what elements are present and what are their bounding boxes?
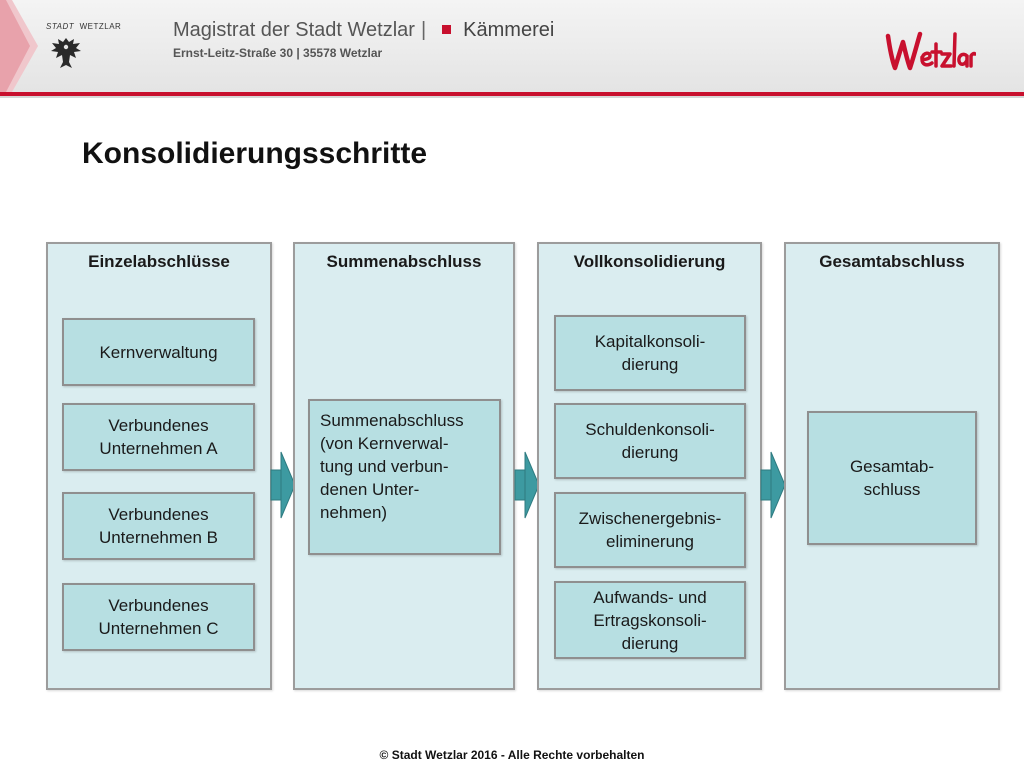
wetzlar-logo <box>884 26 976 76</box>
column-summenabschluss <box>293 242 515 690</box>
header-address: Ernst-Leitz-Straße 30 | 35578 Wetzlar <box>173 46 383 60</box>
step-box: Verbundenes Unternehmen B <box>62 492 255 560</box>
right-arrow-icon <box>760 450 786 520</box>
page-title: Konsolidierungsschritte <box>82 137 428 170</box>
title-separator: | <box>420 19 427 41</box>
column-vollkonsolidierung <box>537 242 762 690</box>
header <box>0 0 1024 95</box>
header-background <box>0 0 1024 92</box>
copyright-footer: © Stadt Wetzlar 2016 - Alle Rechte vorbehalten <box>379 748 645 762</box>
step-box: Kapitalkonsoli- dierung <box>554 315 746 391</box>
step-box: Verbundenes Unternehmen A <box>62 403 255 471</box>
organization-name: Magistrat der Stadt Wetzlar <box>173 19 415 41</box>
step-box: Kernverwaltung <box>62 318 255 386</box>
column-heading: Gesamtabschluss <box>819 252 965 271</box>
column-gesamtabschluss <box>784 242 1000 690</box>
crest-label: STADT WETZLAR <box>46 22 122 31</box>
column-heading: Summenabschluss <box>326 252 482 271</box>
step-box: Schuldenkonsoli- dierung <box>554 403 746 479</box>
column-einzelabschluesse <box>46 242 272 690</box>
header-grey-rule <box>0 96 1024 98</box>
eagle-crest-icon <box>50 36 82 70</box>
column-heading: Einzelabschlüsse <box>88 252 230 271</box>
step-box: Gesamtab- schluss <box>807 411 977 545</box>
step-box: Aufwands- und Ertragskonsoli- dierung <box>554 581 746 659</box>
city-crest <box>46 14 146 74</box>
department-name: Kämmerei <box>463 19 555 41</box>
column-heading: Vollkonsolidierung <box>573 252 726 271</box>
step-box: Zwischenergebnis- eliminerung <box>554 492 746 568</box>
step-box: Summenabschluss (von Kernverwal- tung und verbun- denen Unter- nehmen) <box>308 399 501 555</box>
header-title <box>173 19 554 42</box>
red-square-icon <box>442 25 451 34</box>
step-box: Verbundenes Unternehmen C <box>62 583 255 651</box>
red-chevron-decoration <box>0 0 40 92</box>
